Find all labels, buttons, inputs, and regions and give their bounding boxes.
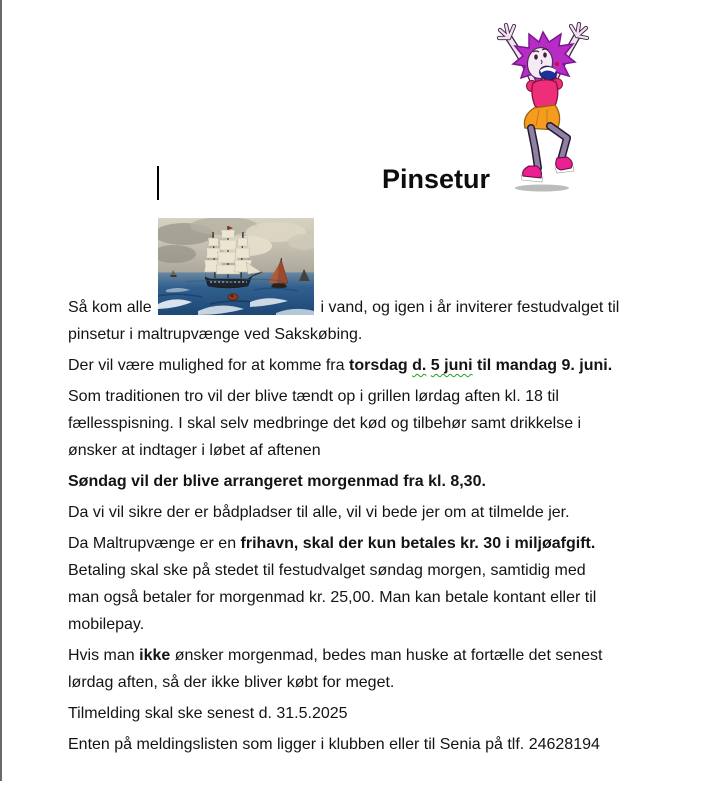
text-run: man også betaler for morgenmad kr. 25,00. Man kan betale kontant eller til — [68, 589, 597, 606]
text-run: Som traditionen tro vil der blive tændt op i grillen lørdag aften kl. 18 til — [68, 388, 559, 405]
text-run: Hvis man — [68, 647, 140, 664]
sailing-ship-painting[interactable] — [158, 218, 314, 315]
text-run: mobilepay. — [68, 616, 145, 633]
text-run: pinsetur i maltrupvænge ved Sakskøbing. — [68, 326, 363, 343]
text-run: Der vil være mulighed for at komme fra — [68, 357, 349, 374]
paragraph-deadline — [68, 700, 668, 727]
text-run: i vand, og igen i år inviterer festudvalget til — [316, 299, 620, 316]
page-left-border — [0, 0, 2, 781]
paragraph-intro — [68, 218, 668, 348]
text-run-bold: torsdag — [348, 357, 413, 374]
text-run: Enten på meldingslisten som ligger i klubben eller til Senia på tlf. 24628194 — [68, 736, 600, 753]
misspelled-text: d. — [412, 357, 427, 374]
dancer-top — [527, 79, 563, 110]
misspelled-text: 5 juni — [430, 357, 473, 374]
text-cursor — [157, 166, 159, 200]
text-run: ønsker at indtager i løbet af aftenen — [68, 442, 321, 459]
text-run: Tilmelding skal ske senest d. 31.5.2025 — [68, 705, 348, 722]
text-run-bold: frihavn, skal der kun betales kr. 30 i miljøafgift. — [240, 535, 596, 552]
text-run: Betaling skal ske på stedet til festudvalget søndag morgen, samtidig med — [68, 562, 586, 579]
text-run-bold: ikke — [139, 647, 171, 664]
text-run: Så kom alle — [68, 299, 157, 316]
paragraph-moorings — [68, 499, 668, 526]
text-run: ønsker morgenmad, bedes man huske at fortælle det senest — [170, 647, 603, 664]
dancer-shadow — [515, 185, 569, 192]
paragraph-payment — [68, 530, 668, 638]
paragraph-no-breakfast — [68, 642, 668, 696]
paragraph-dates — [68, 352, 668, 379]
text-run-bold: til mandag 9. juni. — [472, 357, 613, 374]
text-run: fællesspisning. I skal selv medbringe det kød og tilbehør samt drikkelse i — [68, 415, 582, 432]
dancer-shoes — [521, 157, 574, 182]
paragraph-breakfast — [68, 468, 668, 495]
document-title: Pinsetur — [382, 164, 491, 194]
paragraph-grill — [68, 383, 668, 464]
paragraph-signup — [68, 731, 668, 758]
text-run-bold: Søndag vil der blive arrangeret morgenmad fra kl. 8,30. — [68, 473, 486, 490]
text-run: Da vi vil sikre der er bådpladser til alle, vil vi bede jer om at tilmelde jer. — [68, 504, 570, 521]
text-run: lørdag aften, så der ikke bliver købt for meget. — [68, 674, 395, 691]
text-run: Da Maltrupvænge er en — [68, 535, 241, 552]
dancing-woman-clipart[interactable] — [495, 20, 590, 192]
document-body[interactable] — [68, 218, 668, 762]
